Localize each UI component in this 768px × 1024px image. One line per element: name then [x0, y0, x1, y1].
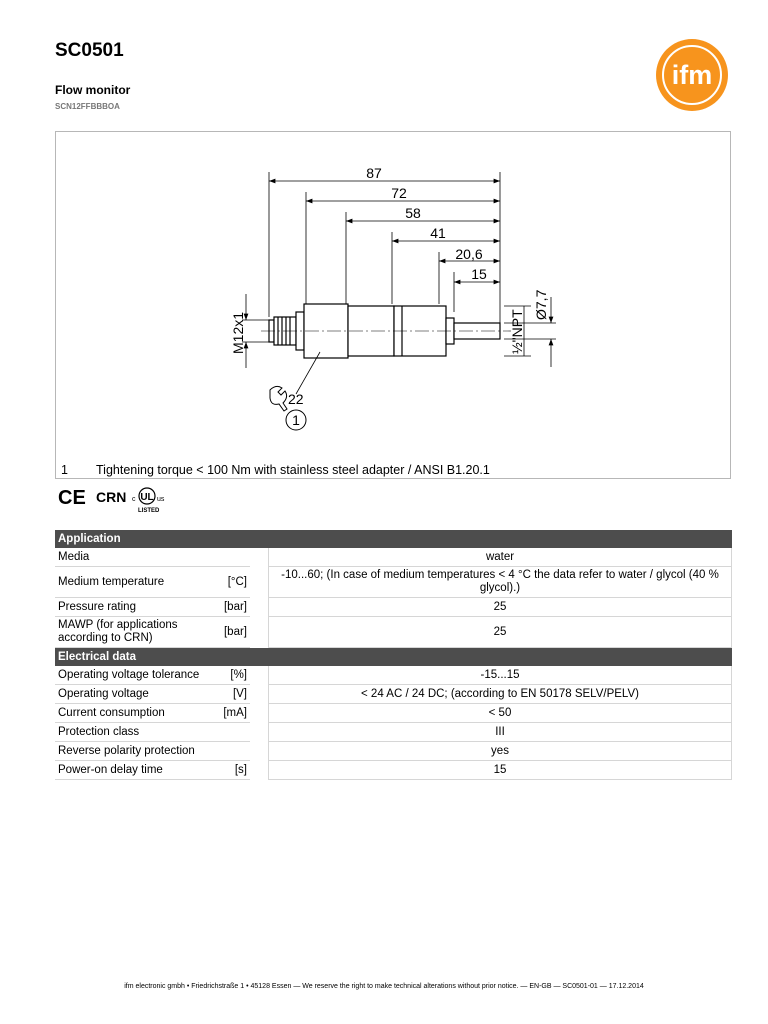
spec-value: yes	[269, 742, 732, 761]
diameter-label: Ø7,7	[533, 289, 549, 320]
spec-value: water	[269, 548, 732, 567]
spec-table	[55, 530, 732, 780]
drawing-footnote	[61, 463, 490, 477]
spec-unit: [%]	[209, 666, 250, 685]
spec-row	[55, 666, 732, 685]
footnote-number: 1	[61, 463, 68, 477]
spec-value: -10...60; (In case of medium temperatures < 4 °C the data refer to water / glycol (40 % glycol).)	[269, 567, 732, 598]
spec-unit: [s]	[209, 761, 250, 780]
page-footer: ifm electronic gmbh • Friedrichstraße 1 • 45128 Essen — We reserve the right to make technical alterations without prior notice. — EN-GB — SC0501-01 — 17.12.2014	[124, 983, 644, 990]
spec-label: Operating voltage tolerance	[55, 666, 209, 685]
dimension-87: 87	[366, 165, 382, 181]
footnote-text: Tightening torque < 100 Nm with stainless steel adapter / ANSI B1.20.1	[96, 463, 490, 477]
callout-number: 1	[292, 412, 300, 428]
spec-label: Current consumption	[55, 704, 209, 723]
spec-unit	[209, 723, 250, 742]
ce-mark: CE	[58, 487, 86, 509]
dimension-20-6: 20,6	[455, 246, 483, 262]
ul-listed: LISTED	[138, 508, 160, 514]
ifm-logo	[655, 38, 729, 112]
article-code: SCN12FFBBBOA	[55, 102, 120, 111]
product-title: SC0501	[55, 40, 124, 61]
spec-row	[55, 548, 732, 567]
dimension-drawing-frame	[55, 131, 731, 479]
crn-mark: CRN	[96, 489, 127, 505]
wrench-size: 22	[288, 391, 304, 407]
product-name: Flow monitor	[55, 83, 131, 97]
spec-unit: [mA]	[209, 704, 250, 723]
dimension-drawing	[56, 132, 732, 462]
spec-label: Pressure rating	[55, 598, 209, 617]
spec-row	[55, 685, 732, 704]
spec-unit	[209, 742, 250, 761]
dimension-15: 15	[471, 266, 487, 282]
spec-row	[55, 598, 732, 617]
dimension-58: 58	[405, 205, 421, 221]
spec-row	[55, 742, 732, 761]
spec-value: III	[269, 723, 732, 742]
spec-label: Protection class	[55, 723, 209, 742]
spec-label: MAWP (for applications according to CRN)	[55, 617, 209, 648]
spec-unit: [bar]	[209, 617, 250, 648]
ul-us: us	[157, 496, 165, 503]
section-header-electrical-data: Electrical data	[55, 648, 732, 667]
spec-value: < 50	[269, 704, 732, 723]
spec-label: Power-on delay time	[55, 761, 209, 780]
spec-label: Media	[55, 548, 209, 567]
spec-row	[55, 723, 732, 742]
spec-label: Operating voltage	[55, 685, 209, 704]
spec-value: 15	[269, 761, 732, 780]
spec-row	[55, 704, 732, 723]
npt-label: ½"NPT	[509, 309, 525, 354]
spec-row	[55, 567, 732, 598]
spec-unit: [V]	[209, 685, 250, 704]
spec-value: < 24 AC / 24 DC; (according to EN 50178 SELV/PELV)	[269, 685, 732, 704]
spec-unit: [°C]	[209, 567, 250, 598]
spec-row	[55, 617, 732, 648]
spec-label: Reverse polarity protection	[55, 742, 209, 761]
spec-unit	[209, 548, 250, 567]
ul-mark: UL	[140, 492, 154, 503]
spec-row	[55, 761, 732, 780]
dimension-72: 72	[391, 185, 407, 201]
ul-c: c	[132, 496, 136, 503]
dimension-41: 41	[430, 225, 446, 241]
spec-label: Medium temperature	[55, 567, 209, 598]
spec-value: 25	[269, 598, 732, 617]
spec-unit: [bar]	[209, 598, 250, 617]
logo-text: ifm	[671, 60, 713, 90]
section-header-application: Application	[55, 530, 732, 548]
spec-value: -15...15	[269, 666, 732, 685]
spec-value: 25	[269, 617, 732, 648]
certification-marks	[58, 485, 178, 515]
thread-label: M12x1	[230, 311, 246, 354]
